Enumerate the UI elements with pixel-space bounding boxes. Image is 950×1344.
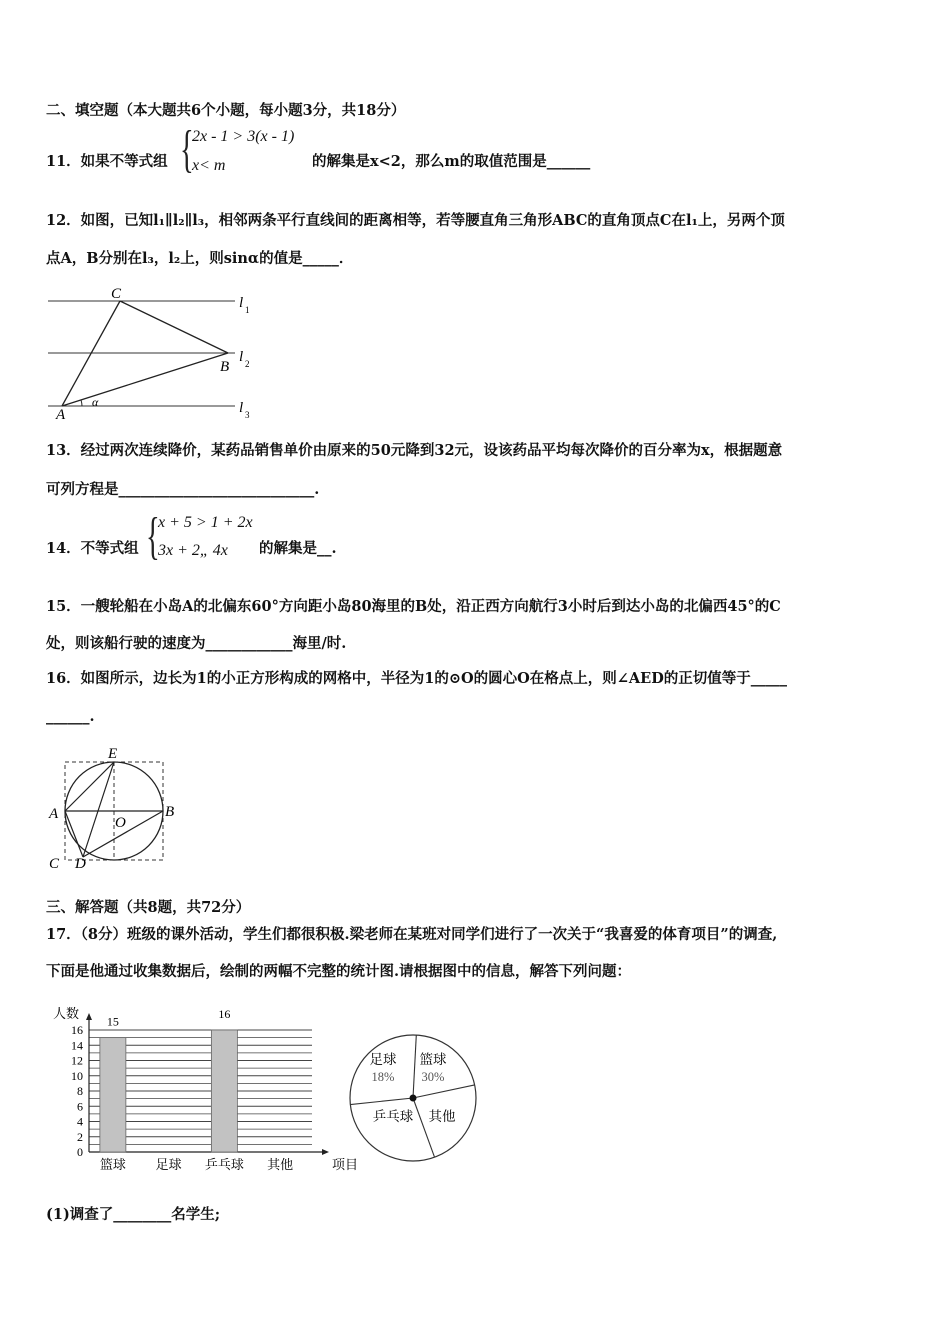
line-l1-subscript: 1 [245,305,250,315]
segment-cb [120,301,228,353]
q12-text-line2: 点A，B分别在l₃，l₂上，则sinα的值是_____． [46,250,354,267]
pie-center-dot [410,1095,417,1102]
q11-label: 11．如果不等式组 [46,153,168,170]
q17-text-line1: 17．（8分）班级的课外活动，学生们都很积极.梁老师在某班对同学们进行了一次关于“我喜爱的体育项目”的调查, [46,926,778,943]
pie-percent-label: 30% [421,1070,445,1084]
x-tick-label: 足球 [155,1157,182,1172]
point-c-label: C [49,856,60,872]
y-tick-label: 12 [71,1053,83,1068]
angle-alpha-label: α [92,395,99,409]
y-tick-label: 10 [71,1068,83,1083]
y-tick-label: 4 [77,1114,83,1129]
q15-text-line1: 15．一艘轮船在小岛A的北偏东60°方向距小岛80海里的B处，沿正西方向航行3小时后到达小岛的北偏西45°的C [46,598,781,615]
q16-text-line2: ______. [46,708,95,725]
point-a-label: A [49,806,59,822]
line-l2-label: l [239,349,244,365]
x-tick-label: 乒乓球 [204,1157,244,1172]
pie-slice-label: 其他 [428,1109,456,1124]
x-tick-label: 其他 [267,1157,294,1172]
y-tick-label: 0 [77,1145,83,1159]
q14-inequality-1: x + 5 > 1 + 2x [158,514,253,531]
line-l2-subscript: 2 [245,359,250,369]
q11-inequality-1: 2x - 1 > 3(x - 1) [192,128,295,145]
segment-ad [65,811,83,857]
y-tick-label: 14 [71,1038,83,1053]
q14-question: 的解集是__. [259,540,337,557]
q16-circle-grid-figure [45,742,185,872]
point-b-label: B [220,359,230,375]
q17-bar-chart [44,1000,359,1180]
q12-text-line1: 12．如图，已知l₁∥l₂∥l₃，相邻两条平行直线间的距离相等，若等腰直角三角形ABC的直角顶点C在l₁上，另两个顶 [46,212,785,229]
x-axis-title: 项目 [332,1157,359,1172]
q14-brace: { [146,508,160,565]
point-e-label: E [108,746,118,762]
pie-slice-label: 篮球 [419,1052,447,1067]
bar-data-label: 16 [218,1007,231,1021]
q14-inequality-2: 3x + 2„ 4x [158,542,228,559]
q13-text-line2: 可列方程是___________________________. [46,481,320,498]
q11-brace: { [180,121,194,178]
pie-percent-label: 18% [371,1070,395,1084]
q17-subquestion-1: (1)调查了________名学生; [46,1206,221,1223]
pie-slice-label: 乒乓球 [372,1109,414,1124]
point-a-label: A [56,407,66,423]
section-title-fill-blank: 二、填空题（本大题共6个小题，每小题3分，共18分） [46,102,406,119]
y-axis-arrow [86,1013,92,1020]
pie-slice-label: 足球 [369,1052,397,1067]
point-d-label: D [75,856,86,872]
y-tick-label: 2 [77,1129,83,1144]
q11-inequality-2: x< m [192,157,226,174]
segment-ae [65,762,114,811]
point-c-label: C [111,286,122,302]
bar-data-label: 15 [106,1014,119,1029]
q13-text-line1: 13．经过两次连续降价，某药品销售单价由原来的50元降到32元，设该药品平均每次降价的百分率为x，根据题意 [46,442,783,459]
q14-label: 14．不等式组 [46,540,139,557]
y-axis-title: 人数 [52,1006,79,1021]
point-b-label: B [165,804,175,820]
section-title-solve: 三、解答题（共8题，共72分） [46,899,251,916]
q15-text-line2: 处，则该船行驶的速度为____________海里/时. [46,635,347,652]
q17-pie-chart [345,1040,485,1160]
line-l3-subscript: 3 [245,410,250,420]
bar-篮球 [100,1038,126,1152]
segment-ed [83,762,114,857]
q11-question: 的解集是x<2，那么m的取值范围是______ [312,153,591,170]
x-axis-arrow [322,1149,329,1155]
line-l1-label: l [239,295,244,311]
line-l3-label: l [239,400,244,416]
q17-text-line2: 下面是他通过收集数据后，绘制的两幅不完整的统计图.请根据图中的信息，解答下列问题： [46,963,632,980]
y-tick-label: 16 [71,1023,83,1037]
point-o-label: O [115,815,126,831]
q16-text-line1: 16．如图所示，边长为1的小正方形构成的网格中，半径为1的⊙O的圆心O在格点上，则∠AED的正切值等于_____ [46,670,788,687]
q12-parallel-lines-figure [40,285,270,425]
x-tick-label: 篮球 [99,1157,126,1172]
y-tick-label: 6 [77,1099,83,1114]
angle-alpha-arc [81,400,82,406]
bar-乒乓球 [211,1030,237,1152]
y-tick-label: 8 [77,1084,83,1098]
